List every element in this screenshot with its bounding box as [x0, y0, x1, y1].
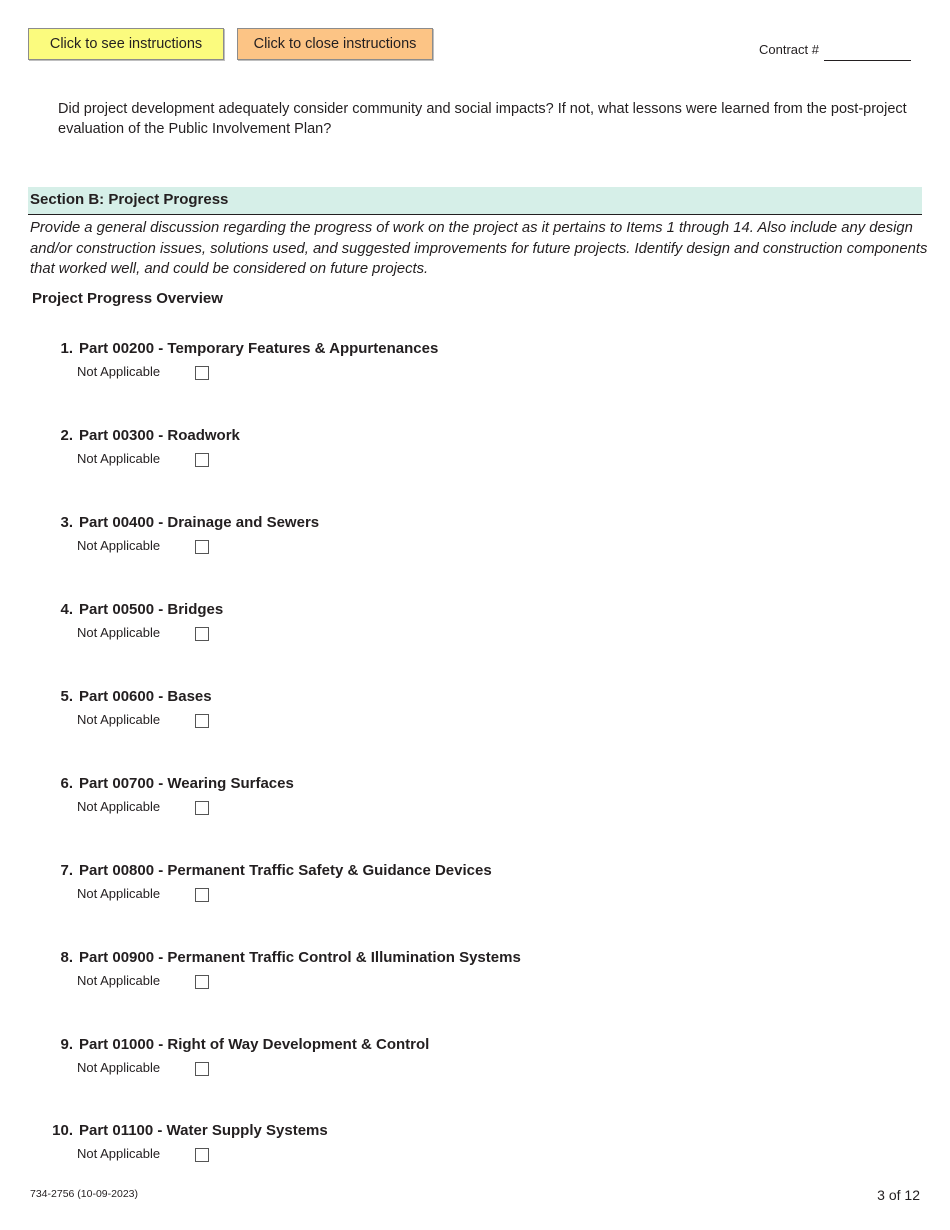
item-title: Part 00300 - Roadwork — [79, 427, 240, 444]
section-b-header: Section B: Project Progress — [28, 187, 922, 215]
not-applicable-checkbox[interactable] — [195, 453, 209, 467]
item-number: 7. — [60, 862, 73, 879]
contract-number-field[interactable] — [824, 60, 911, 61]
item-title: Part 00700 - Wearing Surfaces — [79, 775, 294, 792]
progress-item — [0, 340, 950, 400]
item-number: 10. — [52, 1122, 73, 1139]
item-number: 6. — [60, 775, 73, 792]
progress-item — [0, 514, 950, 574]
progress-item — [0, 775, 950, 835]
section-b-description: Provide a general discussion regarding the progress of work on the project as it pertains to Items 1 through 14. Also include any design and/or construction issues, solutions used, and suggested improvements for future projects. Identify design and construction components that worked well, and could be considered on future projects. — [30, 220, 928, 278]
progress-item — [0, 949, 950, 1009]
item-title: Part 00200 - Temporary Features & Appurtenances — [79, 340, 439, 357]
not-applicable-checkbox[interactable] — [195, 714, 209, 728]
progress-item — [0, 1036, 950, 1096]
progress-item — [0, 688, 950, 748]
project-progress-overview-title: Project Progress Overview — [32, 290, 223, 307]
not-applicable-checkbox[interactable] — [195, 540, 209, 554]
not-applicable-checkbox[interactable] — [195, 627, 209, 641]
item-number: 5. — [60, 688, 73, 705]
not-applicable-label: Not Applicable — [77, 799, 161, 814]
not-applicable-label: Not Applicable — [77, 625, 161, 640]
progress-item — [0, 427, 950, 487]
not-applicable-checkbox[interactable] — [195, 366, 209, 380]
not-applicable-checkbox[interactable] — [195, 801, 209, 815]
progress-item — [0, 1122, 950, 1182]
item-title: Part 01100 - Water Supply Systems — [79, 1122, 328, 1139]
not-applicable-checkbox[interactable] — [195, 888, 209, 902]
item-number: 3. — [60, 514, 73, 531]
item-number: 8. — [60, 949, 73, 966]
not-applicable-label: Not Applicable — [77, 973, 161, 988]
close-instructions-button[interactable]: Click to close instructions — [237, 28, 433, 60]
item-title: Part 01000 - Right of Way Development & Control — [79, 1036, 430, 1053]
item-title: Part 00900 - Permanent Traffic Control & Illumination Systems — [79, 949, 521, 966]
not-applicable-label: Not Applicable — [77, 451, 161, 466]
item-title: Part 00800 - Permanent Traffic Safety & Guidance Devices — [79, 862, 492, 879]
not-applicable-checkbox[interactable] — [195, 975, 209, 989]
not-applicable-label: Not Applicable — [77, 712, 161, 727]
item-title: Part 00400 - Drainage and Sewers — [79, 514, 320, 531]
not-applicable-label: Not Applicable — [77, 1146, 161, 1161]
not-applicable-checkbox[interactable] — [195, 1062, 209, 1076]
not-applicable-label: Not Applicable — [77, 364, 161, 379]
item-number: 1. — [60, 340, 73, 357]
progress-item — [0, 601, 950, 661]
item-number: 4. — [60, 601, 73, 618]
page-number: 3 of 12 — [877, 1187, 920, 1203]
contract-label: Contract # — [759, 42, 819, 57]
not-applicable-label: Not Applicable — [77, 1060, 161, 1075]
item-number: 9. — [60, 1036, 73, 1053]
progress-item — [0, 862, 950, 922]
form-code: 734-2756 (10-09-2023) — [30, 1188, 138, 1200]
community-impacts-question: Did project development adequately consider community and social impacts? If not, what lessons were learned from the post-project evaluation of the Public Involvement Plan? — [58, 101, 907, 137]
item-number: 2. — [60, 427, 73, 444]
see-instructions-button[interactable]: Click to see instructions — [28, 28, 224, 60]
item-title: Part 00500 - Bridges — [79, 601, 224, 618]
not-applicable-checkbox[interactable] — [195, 1148, 209, 1162]
not-applicable-label: Not Applicable — [77, 886, 161, 901]
item-title: Part 00600 - Bases — [79, 688, 212, 705]
not-applicable-label: Not Applicable — [77, 538, 161, 553]
